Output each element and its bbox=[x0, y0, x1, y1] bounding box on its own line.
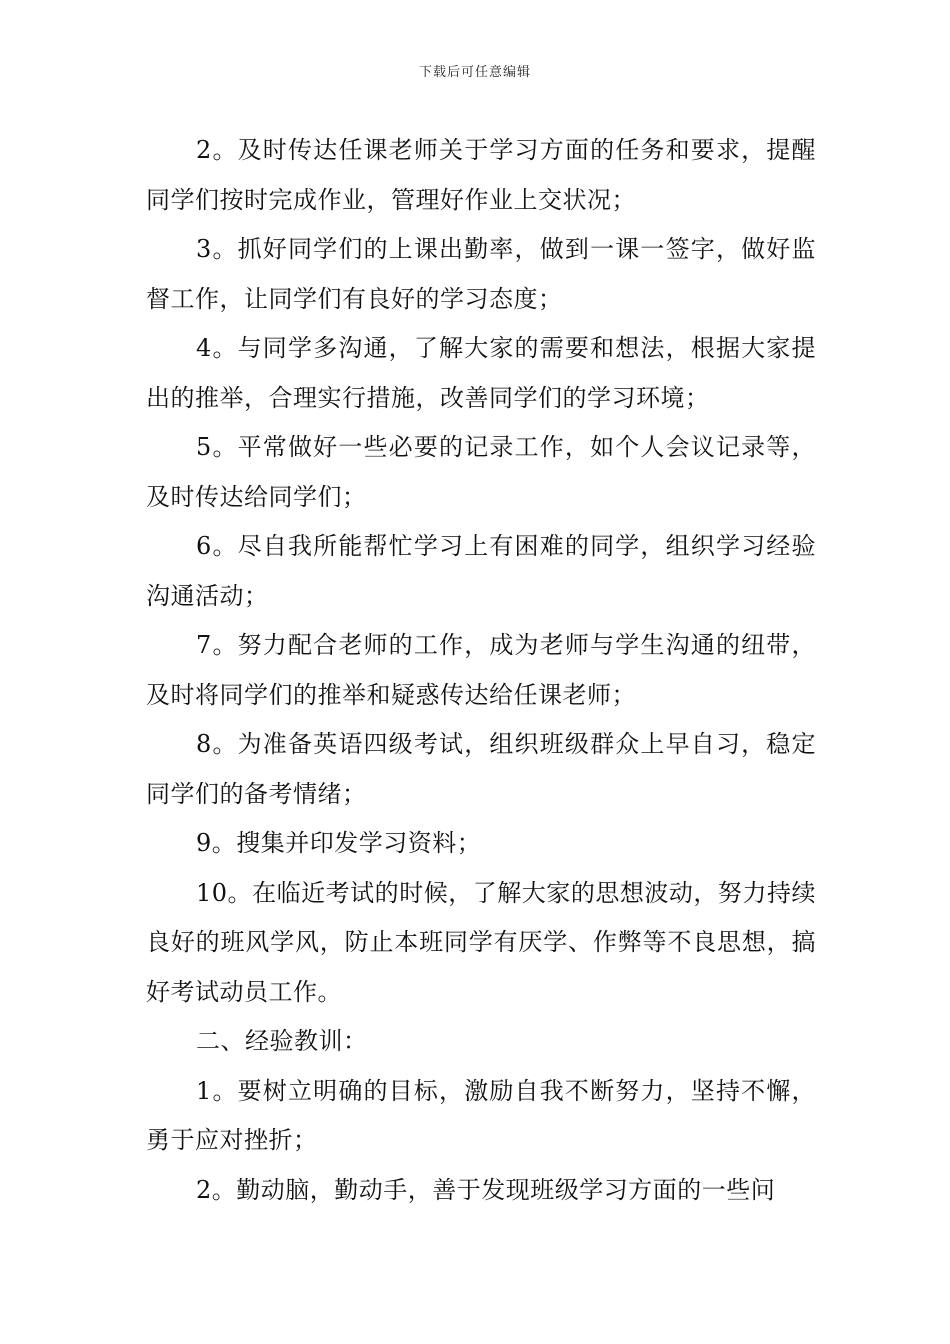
lesson-item-2: 2。勤动脑，勤动手，善于发现班级学习方面的一些问 bbox=[196, 1175, 776, 1204]
section-heading-lessons: 二、经验教训： bbox=[196, 1027, 368, 1055]
lesson-item-1: 1。要树立明确的目标，激励自我不断努力，坚持不懈，勇于应对挫折； bbox=[146, 1076, 816, 1154]
paragraph-item-3: 3。抓好同学们的上课出勤率，做到一课一签字，做好监督工作，让同学们有良好的学习态度； bbox=[146, 235, 816, 313]
header-note: 下载后可任意编辑 bbox=[418, 65, 531, 80]
paragraph-item-7: 7。努力配合老师的工作，成为老师与学生沟通的纽带，及时将同学们的推举和疑惑传达给任课老师； bbox=[146, 631, 816, 709]
paragraph-item-10: 10。在临近考试的时候，了解大家的思想波动，努力持续良好的班风学风，防止本班同学有厌学、作弊等不良思想，搞好考试动员工作。 bbox=[146, 878, 816, 1006]
document-body bbox=[146, 126, 816, 1215]
paragraph-item-9: 9。搜集并印发学习资料； bbox=[196, 829, 482, 857]
paragraph-item-8: 8。为准备英语四级考试，组织班级群众上早自习，稳定同学们的备考情绪； bbox=[146, 730, 816, 808]
paragraph-item-2: 2。及时传达任课老师关于学习方面的任务和要求，提醒同学们按时完成作业，管理好作业上交状况； bbox=[146, 136, 816, 214]
paragraph-item-6: 6。尽自我所能帮忙学习上有困难的同学，组织学习经验沟通活动； bbox=[146, 532, 816, 610]
paragraph-item-5: 5。平常做好一些必要的记录工作，如个人会议记录等，及时传达给同学们； bbox=[146, 433, 816, 511]
paragraph-item-4: 4。与同学多沟通，了解大家的需要和想法，根据大家提出的推举，合理实行措施，改善同学们的学习环境； bbox=[146, 334, 816, 412]
